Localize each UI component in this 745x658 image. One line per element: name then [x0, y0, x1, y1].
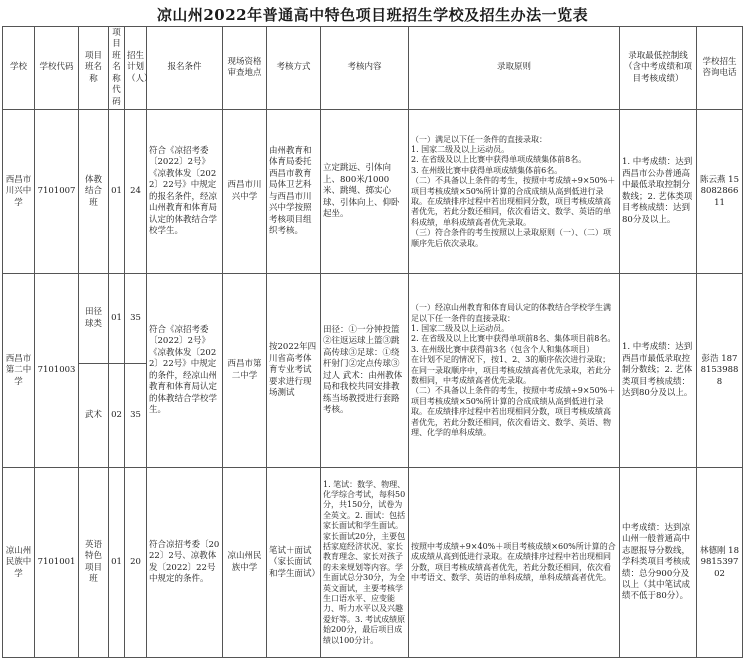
program-cell: 英语特色项目班 [79, 468, 109, 658]
program-cell: 体教结合班 [79, 110, 109, 274]
plan-cell: 24 [125, 110, 147, 274]
program-cell: 武术 [79, 364, 109, 468]
school-cell: 凉山州民族中学 [3, 468, 35, 658]
rule-line: 1. 国家二级及以上运动员。 [411, 324, 510, 334]
rules-cell [409, 110, 620, 274]
rule-line: （二）不具备以上条件的考生，按照中考成绩÷9×50%＋项目考核成绩×50%所计算的合成成绩从高到低进行录取。在成绩排序过程中若出现相同分数，项目考核成绩高者优先，若此分数还相同，依次看语文、数学、英语的单科成绩，单科成绩高者优先录取。 [411, 176, 616, 227]
site-cell: 西昌市川兴中学 [223, 110, 267, 274]
header-program-code: 项目班名称代码 [109, 27, 125, 110]
rule-line: （一）经凉山州教育和体育局认定的体教结合学校学生满足以下任一条件的直接录取： [411, 303, 611, 323]
rules-cell [409, 274, 620, 468]
rule-line: （二）不具备以上条件的考生，按照中考成绩÷9×50%＋项目考核成绩×50%所计算的合成成绩从高到低进行录取。在成绩排序过程中若出现相同分数，项目考核成绩高者优先，若此分数还相同，依次看语文、数学、英语、物理、化学的单科成绩。 [411, 386, 616, 437]
content-cell: 1. 笔试：数学、物理、化学综合考试，每科50分，共150分，试卷为全英文。2. 面试：包括家长面试和学生面试。家长面试20分，主要包括家庭经济状况、家长教育理念、家长对孩子的未来规划等内容。学生面试总分30分，为全英文面试，主要考核学生口语水平、应变能力、听力水平以及兴趣爱好等。3. 考试成绩原始200分，最后项目成绩以100分计。 [321, 468, 409, 658]
rule-line: 按照中考成绩÷9×40%＋项目考核成绩×60%所计算的合成成绩从高到低进行录取。在成绩排序过程中若出现相同分数，项目考核成绩高者优先，若此分数还相同，依次看中考语文、数学、英语的单科成绩，单科成绩高者优先。 [411, 542, 616, 583]
content-cell: 立定跳远、引体向上、800米/1000米、跳绳、掷实心球、引体向上、仰卧起坐。 [321, 110, 409, 274]
phone-cell: 彭浩 18781539888 [697, 274, 743, 468]
site-cell: 西昌市第二中学 [223, 274, 267, 468]
rule-line: 在计划不足的情况下，按1、2、3的顺序依次进行录取；在同一录取顺序中，项目考核成绩高者优先录取，若此分数相同，中考成绩高者优先录取。 [411, 355, 611, 385]
method-cell: 笔试＋面试（家长面试和学生面试） [267, 468, 321, 658]
pcode-cell: 01 [109, 468, 125, 658]
header-conditions: 报名条件 [147, 27, 223, 110]
plan-cell: 20 [125, 468, 147, 658]
conditions-cell: 符合《凉招考委〔2022〕2号》《凉教体发〔2022〕22号》中规定的报名条件，经凉山州教育和体育局认定的体教结合学校学生。 [147, 110, 223, 274]
conditions-cell: 符合凉招考委〔2022〕2号、凉教体发〔2022〕22号中规定的条件。 [147, 468, 223, 658]
header-school: 学校 [3, 27, 35, 110]
rule-line: 3. 在州级比赛中获得前3名（包含个人和集体项目） [411, 344, 595, 354]
header-phone: 学校招生咨询电话 [697, 27, 743, 110]
plan-cell: 35 [125, 364, 147, 468]
header-row [3, 27, 743, 110]
rule-line: 2. 在省级及以上比赛中获得单项成绩集体前8名。 [411, 155, 587, 165]
page-title: 凉山州2022年普通高中特色项目班招生学校及招生办法一览表 [156, 6, 589, 24]
school-cell: 西昌市第二中学 [3, 274, 35, 468]
content-cell: 田径：①一分钟投篮②往返运球上篮③跳高传球③足球：①绕杆射门②定点传球③过人 武术：由州教体局和我校共同安排教练当场教授进行套路考核。 [321, 274, 409, 468]
program-cell: 田径球类 [79, 274, 109, 364]
header-min-line: 录取最低控制线（含中考成绩和项目考核成绩） [620, 27, 697, 110]
header-method: 考核方式 [267, 27, 321, 110]
header-program-name: 项目班名称 [79, 27, 109, 110]
rule-line: （三）符合条件的考生按照以上录取原则（一）、（二）项顺序先后依次录取。 [411, 228, 611, 248]
method-cell: 由州教育和体育局委托西昌市教育局体卫艺科与西昌市川兴中学按照考核项目组织考核。 [267, 110, 321, 274]
pcode-cell: 02 [109, 364, 125, 468]
rule-line: 3. 在州级比赛中获得单项成绩集体前6名。 [411, 165, 563, 175]
rule-line: 2. 在省级及以上比赛中获得单项前8名、集体项目前8名。 [411, 334, 616, 344]
code-cell: 7101007 [35, 110, 79, 274]
method-cell: 按2022年四川省高考体育专业考试要求进行现场测试 [267, 274, 321, 468]
conditions-cell: 符合《凉招考委〔2022〕2号》《凉教体发〔2022〕22号》中规定的条件，经凉山州教育和体育局认定的体教结合学校学生。 [147, 274, 223, 468]
pcode-cell: 01 [109, 274, 125, 364]
enrollment-table [2, 26, 743, 658]
site-cell: 凉山州民族中学 [223, 468, 267, 658]
header-content: 考核内容 [321, 27, 409, 110]
pcode-cell: 01 [109, 110, 125, 274]
phone-cell: 林德刚 18981539702 [697, 468, 743, 658]
rule-line: （一）满足以下任一条件的直接录取： [411, 134, 547, 144]
header-plan: 招生计划（人） [125, 27, 147, 110]
plan-cell: 35 [125, 274, 147, 364]
rule-line: 1. 国家二级及以上运动员。 [411, 145, 510, 155]
min-line-cell: 1. 中考成绩：达到西昌市公办普通高中最低录取控制分数线；2. 艺体类项目考核成绩：达到80分及以上。 [620, 110, 697, 274]
phone-cell: 陈云燕 15808286611 [697, 110, 743, 274]
header-site: 现场资格审查地点 [223, 27, 267, 110]
code-cell: 7101001 [35, 468, 79, 658]
min-line-cell: 中考成绩：达到凉山州一般普通高中志愿报导分数线，学科类项目考核成绩：总分900分及以上（其中笔试成绩不低于80分）。 [620, 468, 697, 658]
table-row [3, 110, 743, 274]
rules-cell [409, 468, 620, 658]
school-cell: 西昌市川兴中学 [3, 110, 35, 274]
table-row [3, 468, 743, 658]
table-row [3, 274, 743, 364]
header-school-code: 学校代码 [35, 27, 79, 110]
header-rules: 录取原则 [409, 27, 620, 110]
min-line-cell: 1. 中考成绩：达到西昌市最低录取控制分数线；2. 艺体类项目考核成绩：达到80分及以上。 [620, 274, 697, 468]
code-cell: 7101003 [35, 274, 79, 468]
